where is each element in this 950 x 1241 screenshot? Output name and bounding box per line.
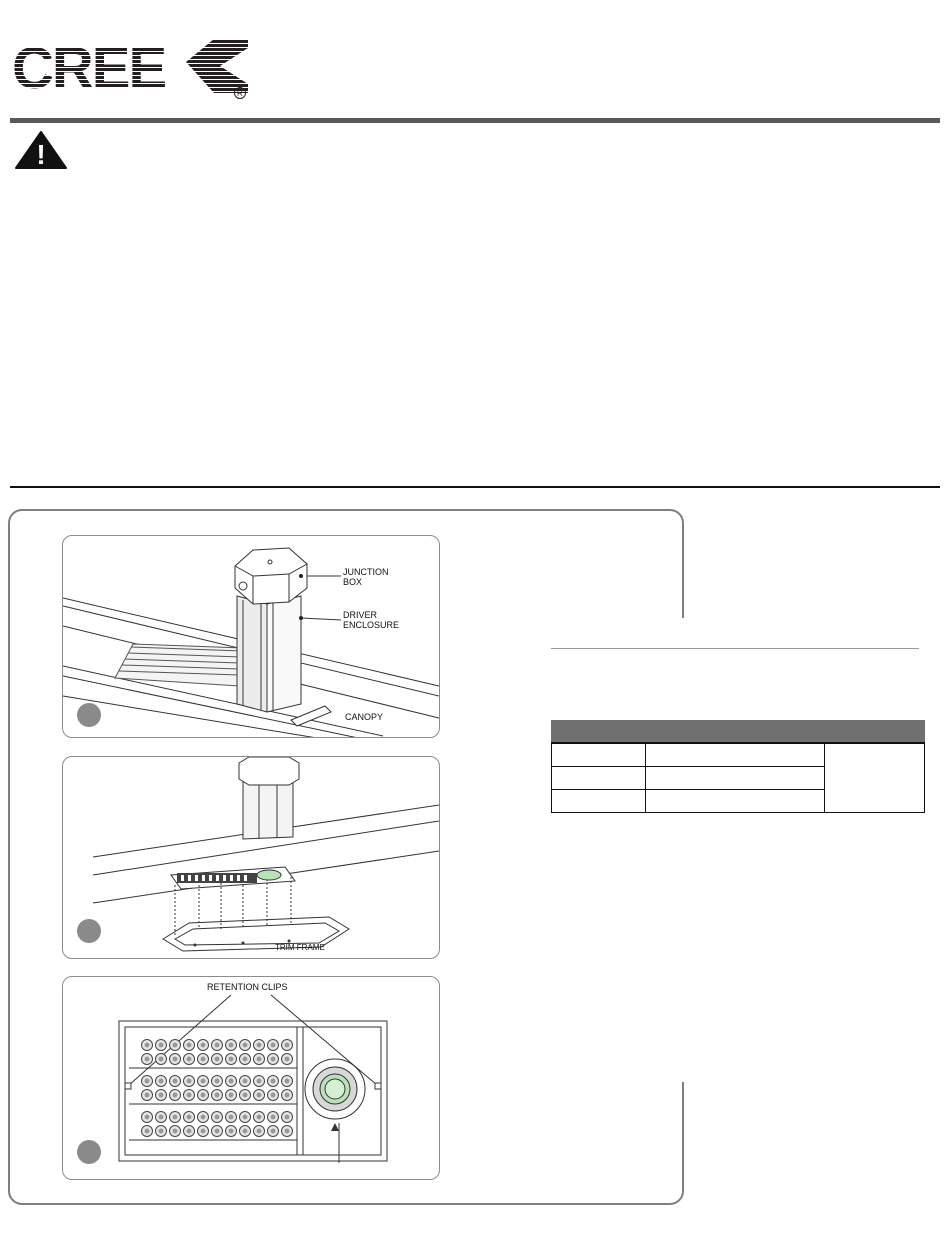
side-rule: [551, 648, 919, 649]
led-emitter-core: [159, 1079, 164, 1084]
led-emitter-core: [187, 1129, 192, 1134]
cree-logo: [10, 36, 250, 100]
led-emitter-core: [173, 1043, 178, 1048]
led-emitter-core: [145, 1079, 150, 1084]
led-emitter-core: [173, 1115, 178, 1120]
led-emitter-core: [243, 1115, 248, 1120]
led-emitter-core: [201, 1115, 206, 1120]
led-emitter-core: [271, 1057, 276, 1062]
led-emitter-core: [243, 1057, 248, 1062]
led-emitter-core: [229, 1079, 234, 1084]
led-emitter-core: [215, 1043, 220, 1048]
led-emitter-core: [285, 1043, 290, 1048]
led-emitter-core: [173, 1129, 178, 1134]
callout-trim-frame: TRIM FRAME: [275, 943, 325, 952]
led-emitter-core: [215, 1093, 220, 1098]
callout-junction-box: JUNCTION BOX: [343, 567, 389, 587]
led-emitter-core: [285, 1057, 290, 1062]
led-emitter-core: [271, 1093, 276, 1098]
led-emitter-core: [243, 1079, 248, 1084]
led-emitter-core: [145, 1129, 150, 1134]
table-cell: [552, 767, 646, 790]
led-emitter-core: [145, 1043, 150, 1048]
callout-driver-enclosure: DRIVER ENCLOSURE: [343, 610, 400, 630]
led-emitter-core: [271, 1043, 276, 1048]
led-emitter-core: [257, 1129, 262, 1134]
frame-gap: [680, 618, 688, 1082]
callout-canopy: CANOPY: [345, 712, 384, 722]
table-header-1: [552, 721, 646, 744]
led-emitter-core: [243, 1043, 248, 1048]
led-emitter-core: [173, 1093, 178, 1098]
led-emitter-core: [159, 1057, 164, 1062]
led-emitter-core: [243, 1129, 248, 1134]
led-emitter-core: [187, 1043, 192, 1048]
table-row: [552, 743, 925, 767]
led-emitter-core: [159, 1093, 164, 1098]
led-emitter-core: [215, 1115, 220, 1120]
spec-table: [551, 720, 925, 813]
led-emitter-core: [229, 1093, 234, 1098]
led-emitter-core: [285, 1079, 290, 1084]
callout-retention-clips: RETENTION CLIPS: [207, 982, 288, 992]
led-emitter-core: [215, 1129, 220, 1134]
table-cell: [646, 790, 824, 813]
header-rule: [10, 118, 940, 123]
step-marker-2: [77, 919, 101, 943]
table-cell: [646, 743, 824, 767]
led-emitter-core: [145, 1057, 150, 1062]
led-emitter-core: [145, 1093, 150, 1098]
led-emitter-core: [187, 1115, 192, 1120]
led-emitter-core: [145, 1115, 150, 1120]
led-emitter-core: [271, 1115, 276, 1120]
led-emitter-core: [201, 1057, 206, 1062]
table-header-2: [646, 721, 824, 744]
table-header-row: [552, 721, 925, 744]
led-emitter-core: [285, 1129, 290, 1134]
led-emitter-core: [285, 1115, 290, 1120]
warning-triangle-icon: [14, 130, 68, 170]
led-emitter-core: [271, 1079, 276, 1084]
section-rule: [10, 486, 940, 488]
led-emitter-core: [159, 1115, 164, 1120]
led-emitter-core: [271, 1129, 276, 1134]
led-emitter-core: [159, 1129, 164, 1134]
led-emitter-core: [187, 1057, 192, 1062]
led-emitter-core: [159, 1043, 164, 1048]
table-cell: [552, 743, 646, 767]
table-cell: [646, 767, 824, 790]
led-emitter-core: [201, 1079, 206, 1084]
led-emitter-core: [201, 1129, 206, 1134]
figure-panel-2: [62, 756, 440, 959]
led-emitter-core: [187, 1093, 192, 1098]
led-emitter-core: [257, 1043, 262, 1048]
led-emitter-core: [257, 1093, 262, 1098]
table-header-3: [824, 721, 924, 744]
step-marker-3: [77, 1140, 101, 1164]
led-emitter-core: [257, 1079, 262, 1084]
led-emitter-core: [257, 1115, 262, 1120]
warning-glyph: !: [36, 139, 46, 170]
led-emitter-core: [187, 1079, 192, 1084]
led-emitter-core: [173, 1057, 178, 1062]
logo-chevron-icon: [186, 39, 248, 93]
led-emitter-core: [173, 1079, 178, 1084]
step-marker-1: [77, 703, 101, 727]
led-emitter-core: [201, 1043, 206, 1048]
figure-panel-1: [62, 535, 440, 738]
led-emitter-core: [257, 1057, 262, 1062]
led-emitter-core: [201, 1093, 206, 1098]
table-merged-cell: [824, 743, 924, 813]
led-emitter-core: [229, 1129, 234, 1134]
led-emitter-core: [229, 1057, 234, 1062]
led-emitter-core: [215, 1057, 220, 1062]
table-cell: [552, 790, 646, 813]
figure-panel-3: [62, 976, 440, 1180]
led-emitter-core: [215, 1079, 220, 1084]
registered-mark: R: [237, 89, 243, 98]
logo-wordmark: CREE: [12, 36, 166, 100]
led-emitter-core: [229, 1115, 234, 1120]
led-emitter-core: [229, 1043, 234, 1048]
led-emitter-core: [285, 1093, 290, 1098]
led-emitter-core: [243, 1093, 248, 1098]
